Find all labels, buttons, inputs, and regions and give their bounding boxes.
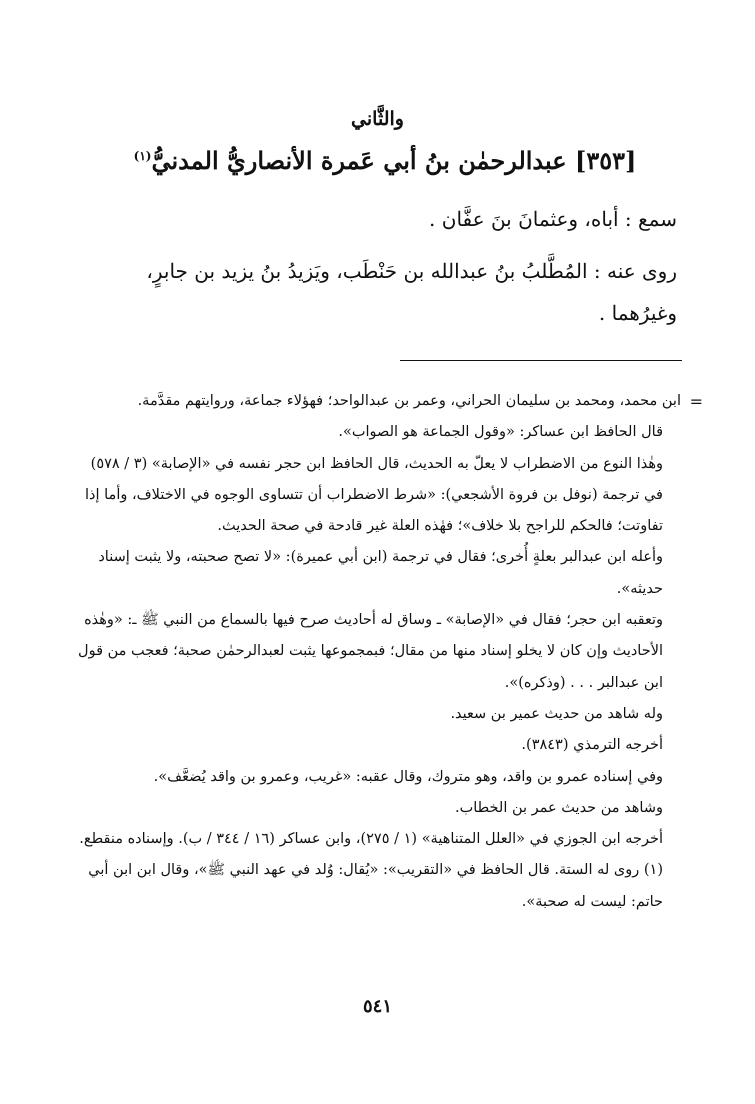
footnote-paragraph: وشاهد من حديث عمر بن الخطاب.	[454, 799, 663, 816]
footnote-paragraph: وهٰذا النوع من الاضطراب لا يعلّ به الحديث، قال الحافظ ابن حجر نفسه في «الإصابة» (٣ / ٥٧٨) في ترجمة (نوفل بن فروة الأشجعي): «شرط الاضطراب أن تتساوى الوجوه في الاختلاف، وأما إذا تفاوتت؛ فالحكم للراجح بلا خلاف»؛ فهٰذه العلة غير قادحة في صحة الحديث.	[85, 455, 663, 535]
footnote-1: (١) روى له الستة. قال الحافظ في «التقريب»: «يُقال: وُلد في عهد النبي ﷺ»، وقال ابن ابن أبي حاتم: ليست له صحبة».	[88, 862, 663, 910]
entry-title	[60, 146, 710, 175]
footnote-paragraph: أخرجه ابن الجوزي في «العلل المتناهية» (١ / ٢٧٥)، وابن عساكر (١٦ / ٣٤٤ / ب). وإسناده منقطع.	[79, 831, 663, 848]
footnotes-block	[71, 386, 703, 918]
footnote-text: ابن محمد، ومحمد بن سليمان الحراني، وعمر بن عبدالواحد؛ فهؤلاء جماعة، وروايتهم مقدَّمة.	[137, 393, 681, 409]
continuation-mark: =	[689, 392, 703, 411]
footnote-paragraph: وأعله ابن عبدالبر بعلةٍ أُخرى؛ فقال في ترجمة (ابن أبي عميرة): «لا تصح صحبته، ولا يثبت إسناد حديثه».	[98, 549, 663, 597]
footnote-paragraph	[71, 386, 703, 417]
heard-from-line: سمع : أباه، وعثمانَ بنَ عفَّان .	[429, 207, 677, 231]
page-number: ٥٤١	[362, 996, 392, 1017]
entry-title-text: [٣٥٣] عبدالرحمٰن بنُ أبي عَمرة الأنصاريُّ المدنيُّ	[151, 146, 637, 175]
narrated-by-line: روى عنه : المُطَّلبُ بنُ عبدالله بن حَنْطَب، ويَزيدُ بنُ يزيد بن جابرٍ، وغيرُهما .	[146, 259, 677, 325]
footnote-ref: (١)	[133, 149, 152, 163]
footnote-separator	[400, 360, 682, 361]
footnote-paragraph: أخرجه الترمذي (٣٨٤٣).	[521, 737, 663, 754]
footnote-paragraph: وفي إسناده عمرو بن واقد، وهو متروك، وقال عقبه: «غريب، وعمرو بن واقد يُضعَّف».	[153, 768, 663, 785]
footnote-paragraph: وله شاهد من حديث عمير بن سعيد.	[450, 705, 663, 722]
section-heading-ordinal: والثَّاني	[351, 108, 404, 130]
footnote-paragraph: وتعقبه ابن حجر؛ فقال في «الإصابة» ـ وساق له أحاديث صرح فيها بالسماع من النبي ﷺ ـ: «وهٰذه الأحاديث وإن كان لا يخلو إسناد منها من مقال؛ فبمجموعها يثبت لعبدالرحمٰن صحبة؛ فعجب من قول ابن عبدالبر . . . (وذكره)».	[78, 612, 663, 691]
footnote-paragraph: قال الحافظ ابن عساكر: «وقول الجماعة هو الصواب».	[338, 424, 663, 441]
